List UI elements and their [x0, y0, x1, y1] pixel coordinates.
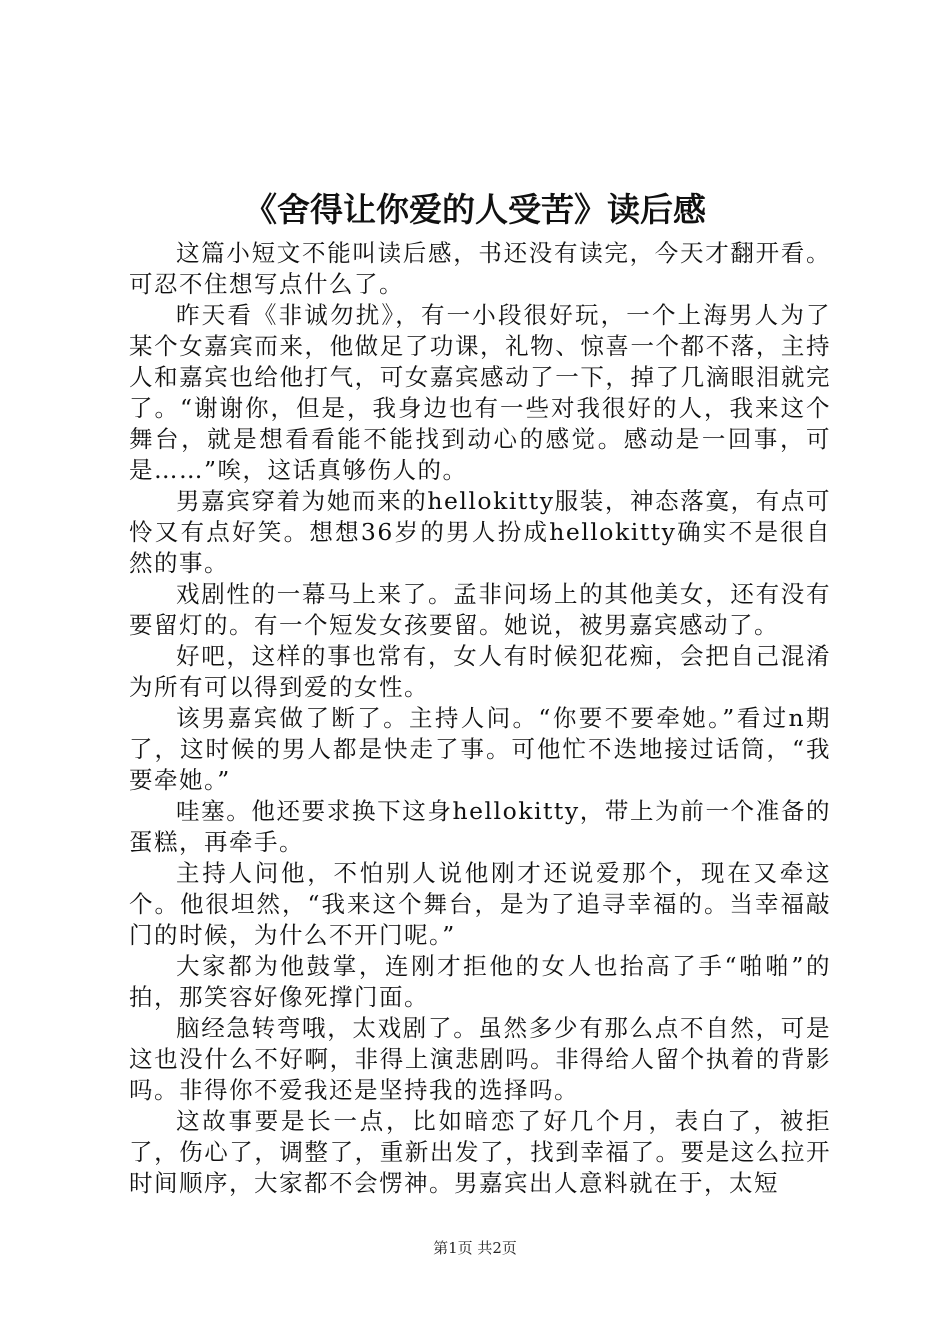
paragraph: 这篇小短文不能叫读后感，书还没有读完，今天才翻开看。可忍不住想写点什么了。	[129, 239, 831, 298]
page-number: 第1页 共2页	[433, 1239, 517, 1257]
paragraph: 大家都为他鼓掌，连刚才拒他的女人也抬高了手“啪啪”的拍，那笑容好像死撑门面。	[129, 952, 831, 1011]
paragraph: 昨天看《非诚勿扰》，有一小段很好玩，一个上海男人为了某个女嘉宾而来，他做足了功课，礼物、惊喜一个都不落，主持人和嘉宾也给他打气，可女嘉宾感动了一下，掉了几滴眼泪就完了。“谢谢你，但是，我身边也有一些对我很好的人，我来这个舞台，就是想看看能不能找到动心的感觉。感动是一回事，可是……”唉，这话真够伤人的。	[129, 301, 831, 484]
paragraph: 好吧，这样的事也常有，女人有时候犯花痴，会把自己混淆为所有可以得到爱的女性。	[129, 642, 831, 701]
paragraph: 主持人问他，不怕别人说他刚才还说爱那个，现在又牵这个。他很坦然，“我来这个舞台，是为了追寻幸福的。当幸福敲门的时候，为什么不开门呢。”	[129, 859, 831, 949]
paragraph: 哇塞。他还要求换下这身hellokitty，带上为前一个准备的蛋糕，再牵手。	[129, 797, 831, 856]
document-body	[129, 238, 831, 1199]
paragraph: 这故事要是长一点，比如暗恋了好几个月，表白了，被拒了，伤心了，调整了，重新出发了，找到幸福了。要是这么拉开时间顺序，大家都不会愣神。男嘉宾出人意料就在于，太短	[129, 1107, 831, 1197]
page-footer	[0, 1238, 950, 1258]
paragraph: 戏剧性的一幕马上来了。孟非问场上的其他美女，还有没有要留灯的。有一个短发女孩要留。她说，被男嘉宾感动了。	[129, 580, 831, 639]
paragraph: 脑经急转弯哦，太戏剧了。虽然多少有那么点不自然，可是这也没什么不好啊，非得上演悲剧吗。非得给人留个执着的背影吗。非得你不爱我还是坚持我的选择吗。	[129, 1014, 831, 1104]
paragraph: 男嘉宾穿着为她而来的hellokitty服装，神态落寞，有点可怜又有点好笑。想想36岁的男人扮成hellokitty确实不是很自然的事。	[129, 487, 831, 577]
document-title: 《舍得让你爱的人受苦》读后感	[244, 190, 706, 229]
paragraph: 该男嘉宾做了断了。主持人问。“你要不要牵她。”看过n期了，这时候的男人都是快走了事。可他忙不迭地接过话筒，“我要牵她。”	[129, 704, 831, 794]
